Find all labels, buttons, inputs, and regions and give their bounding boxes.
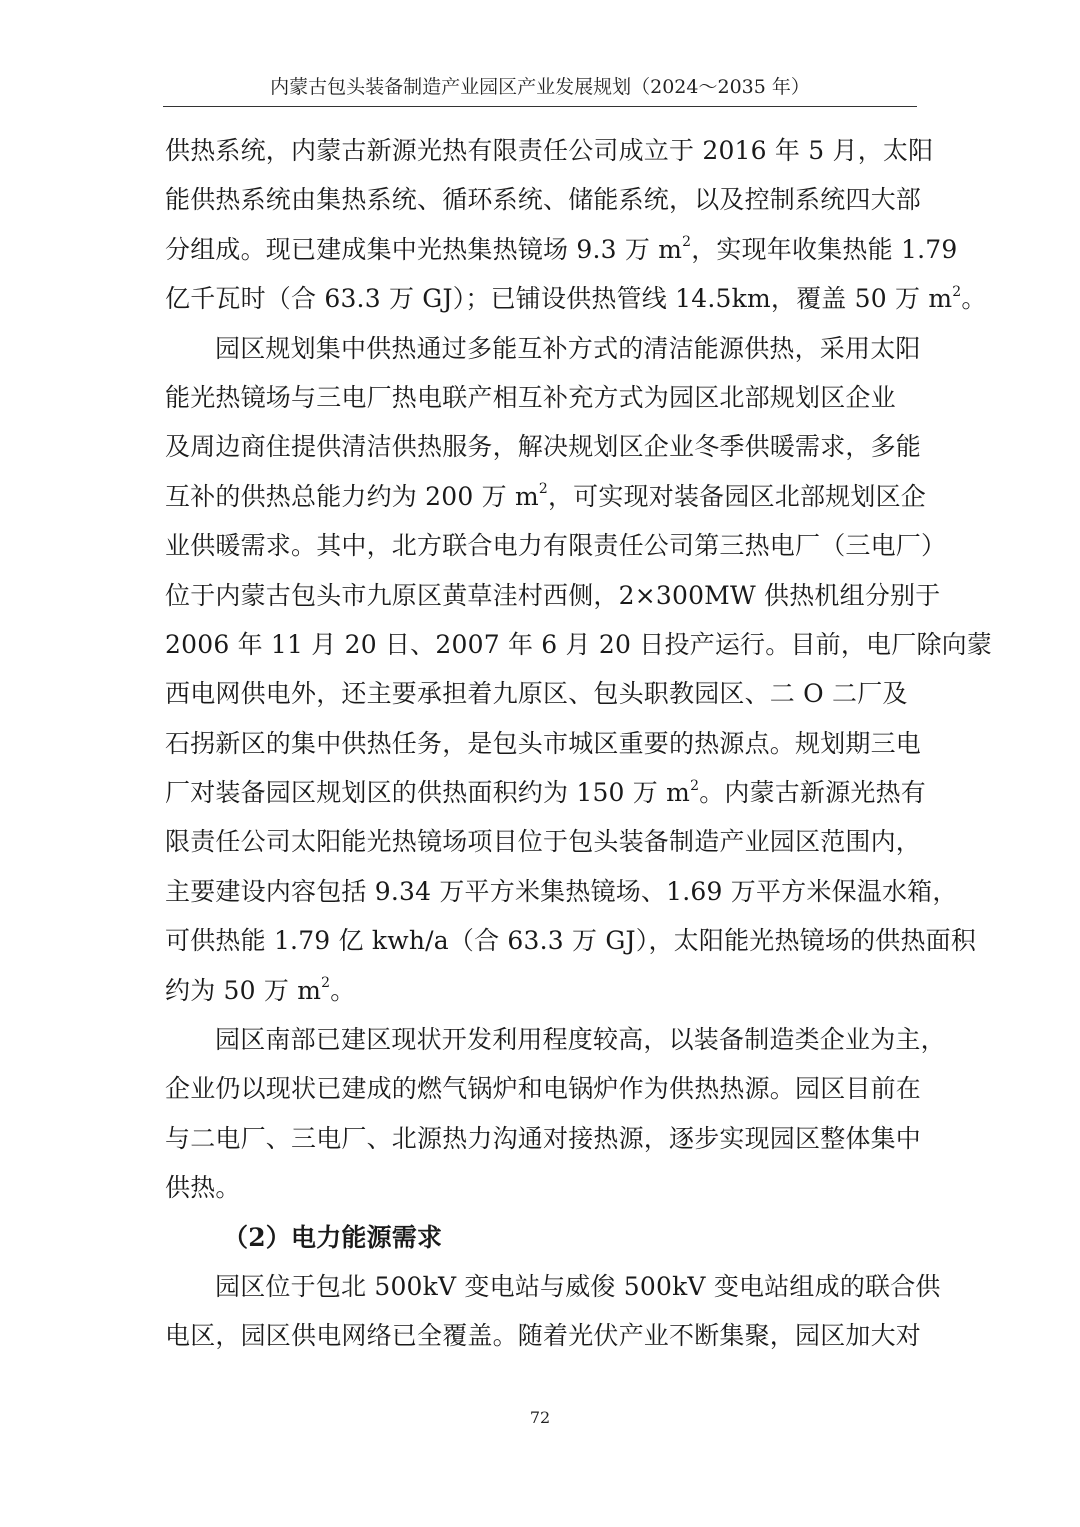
body-line: 石拐新区的集中供热任务，是包头市城区重要的热源点。规划期三电 bbox=[165, 728, 922, 758]
body-line: 园区南部已建区现状开发利用程度较高，以装备制造类企业为主， bbox=[215, 1025, 946, 1055]
line-text: 约为 50 万 m bbox=[165, 975, 322, 1005]
body-line: 可供热能 1.79 亿 kwh/a（合 63.3 万 GJ），太阳能光热镜场的供热面积 bbox=[165, 926, 977, 956]
page-number: 72 bbox=[529, 1408, 551, 1427]
superscript: 2 bbox=[690, 777, 700, 794]
body-line: 企业仍以现状已建成的燃气锅炉和电锅炉作为供热热源。园区目前在 bbox=[165, 1074, 922, 1104]
body-line bbox=[165, 225, 958, 274]
body-line: 园区规划集中供热通过多能互补方式的清洁能源供热，采用太阳 bbox=[215, 333, 921, 363]
body-line bbox=[165, 472, 926, 521]
line-text: ，实现年收集热能 1.79 bbox=[691, 234, 958, 264]
body-line: 能光热镜场与三电厂热电联产相互补充方式为园区北部规划区企业 bbox=[165, 382, 896, 412]
body-line: 供热系统，内蒙古新源光热有限责任公司成立于 2016 年 5 月，太阳 bbox=[165, 136, 934, 165]
superscript: 2 bbox=[682, 234, 692, 251]
body-line: 园区位于包北 500kV 变电站与威俊 500kV 变电站组成的联合供 bbox=[215, 1271, 941, 1301]
body-line bbox=[165, 274, 987, 323]
line-text: 互补的供热总能力约为 200 万 m bbox=[165, 481, 539, 511]
body-line: 2006 年 11 月 20 日、2007 年 6 月 20 日投产运行。目前，电厂除向蒙 bbox=[165, 629, 993, 659]
running-header: 内蒙古包头装备制造产业园区产业发展规划（2024～2035 年） bbox=[270, 76, 810, 98]
line-text: 亿千瓦时（合 63.3 万 GJ）；已铺设供热管线 14.5km，覆盖 50 万 m bbox=[165, 284, 953, 314]
line-text: 厂对装备园区规划区的供热面积约为 150 万 m bbox=[165, 778, 691, 808]
body-line: 与二电厂、三电厂、北源热力沟通对接热源，逐步实现园区整体集中 bbox=[165, 1123, 922, 1153]
body-line: 西电网供电外，还主要承担着九原区、包头职教园区、二 O 二厂及 bbox=[165, 679, 908, 709]
body-line bbox=[165, 966, 917, 1015]
line-text: 分组成。现已建成集中光热集热镜场 9.3 万 m bbox=[165, 234, 683, 264]
body-line: 电区，园区供电网络已全覆盖。随着光伏产业不断集聚，园区加大对 bbox=[165, 1321, 922, 1351]
body-line: 能供热系统由集热系统、循环系统、储能系统，以及控制系统四大部 bbox=[165, 185, 922, 215]
body-line bbox=[165, 768, 926, 817]
body-line: 供热。 bbox=[165, 1173, 241, 1203]
body-line: 位于内蒙古包头市九原区黄草洼村西侧，2×300MW 供热机组分别于 bbox=[165, 580, 941, 610]
body-text bbox=[165, 126, 993, 1361]
superscript: 2 bbox=[321, 975, 331, 992]
body-line: 业供暖需求。其中，北方联合电力有限责任公司第三热电厂（三电厂） bbox=[165, 531, 947, 561]
body-line: 主要建设内容包括 9.34 万平方米集热镜场、1.69 万平方米保温水箱， bbox=[165, 876, 958, 906]
line-text: 。内蒙古新源光热有 bbox=[699, 778, 926, 808]
body-line: 限责任公司太阳能光热镜场项目位于包头装备制造产业园区范围内， bbox=[165, 827, 922, 857]
superscript: 2 bbox=[952, 283, 962, 300]
section-heading: （2）电力能源需求 bbox=[223, 1222, 443, 1252]
line-text: 。 bbox=[961, 284, 987, 314]
line-text: ，可实现对装备园区北部规划区企 bbox=[547, 481, 926, 511]
superscript: 2 bbox=[538, 481, 548, 498]
line-text: 。 bbox=[330, 975, 356, 1005]
header-divider bbox=[163, 106, 917, 107]
body-line: 及周边商住提供清洁供热服务，解决规划区企业冬季供暖需求，多能 bbox=[165, 432, 922, 462]
